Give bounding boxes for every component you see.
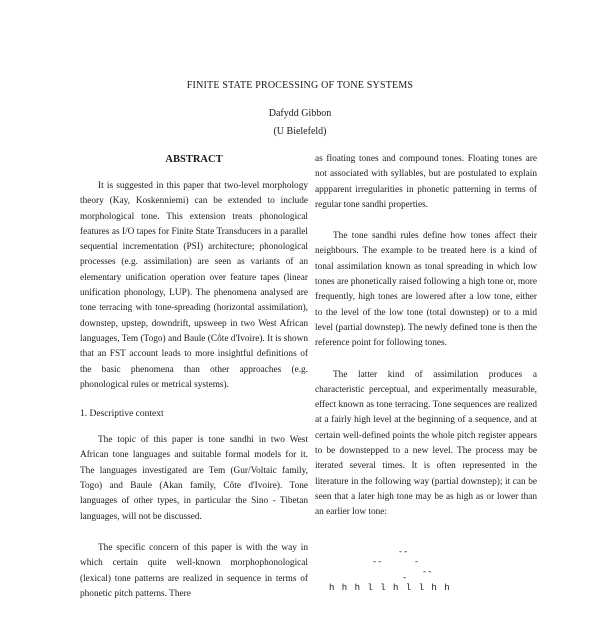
paper-title: FINITE STATE PROCESSING OF TONE SYSTEMS bbox=[186, 80, 414, 91]
abstract-heading: ABSTRACT bbox=[165, 154, 223, 165]
section-1-heading: 1. Descriptive context bbox=[80, 409, 164, 420]
tone-terracing-figure bbox=[315, 537, 537, 597]
pitch-mark-low: - bbox=[403, 571, 406, 582]
abstract-text: It is suggested in this paper that two-level morphology theory (Kay, Koskenniemi) can be extended to include morphological tone. This extension treats phonological features as I/O tapes for Finite State Transducers in a parallel sequential incrementation (PSI) architecture; phonological processes (e.g. assimilation) are seen as variants of an elementary unification operation over feature tapes (linear unification phonology, LUP). The phenomena analysed are tone terracing with tone-spreading (horizontal assimilation), downstep, upstep, downdrift, upsweep in two West African languages, Tem (Togo) and Baule (Côte d'Ivoire). It is shown that an FST account leads to more insightful definitions of the basic phenomena than other approaches (e.g. phonological rules or metrical systems). bbox=[80, 181, 308, 390]
author-name: Dafydd Gibbon bbox=[268, 108, 332, 119]
pitch-mark-high: - - bbox=[373, 555, 382, 566]
section-1-paragraph: The topic of this paper is tone sandhi in two West African tone languages and suitable formal models for it. The languages investigated are Tem (Gur/Voltaic family, Togo) and Baule (Akan family, Côte d'Ivoire). Tone languages of other types, in particular the Sino - Tibetan languages, will not be discussed. bbox=[80, 435, 308, 522]
right-paragraph: The tone sandhi rules define how tones affect their neighbours. The example to be treated here is a kind of tonal assimilation known as tonal spreading in which low tones are phonetically raised following a high tone or, more frequently, high tones are lowered after a low tone, either to the level of the low tone (total downstep) or to a mid level (partial downstep). The newly defined tone is then the reference point for following tones. bbox=[315, 231, 537, 349]
section-1-paragraph: The specific concern of this paper is with the way in which certain quite well-known morphophonological (lexical) tone patterns are realized in sequence in terms of phonetic pitch patterns. There bbox=[80, 542, 308, 599]
pitch-mark-high: - bbox=[415, 555, 418, 566]
pitch-mark-high: - - bbox=[399, 545, 408, 556]
tone-sequence: h h h l l h l l h h bbox=[329, 582, 451, 593]
right-paragraph: The latter kind of assimilation produces a characteristic perceptual, and experimentally measurable, effect known as tone terracing. Tone sequences are realized at a fairly high level at the beginning of a sequence, and at certain well-defined points the whole pitch register appears to be downstepped to a new level. The process may be iterated several times. It is often represented in the literature in the following way (partial downstep); it can be seen that a later high tone may be as high as or lower than an earlier low tone: bbox=[315, 369, 537, 518]
right-paragraph: as floating tones and compound tones. Floating tones are not associated with syllables, but are postulated to explain appparent irregularities in phonetic patterning in terms of regular tone sandhi properties. bbox=[315, 154, 537, 210]
pitch-mark-low: - - bbox=[423, 565, 432, 576]
author-affiliation: (U Bielefeld) bbox=[273, 126, 327, 137]
left-column bbox=[80, 152, 308, 618]
right-column bbox=[315, 152, 537, 597]
